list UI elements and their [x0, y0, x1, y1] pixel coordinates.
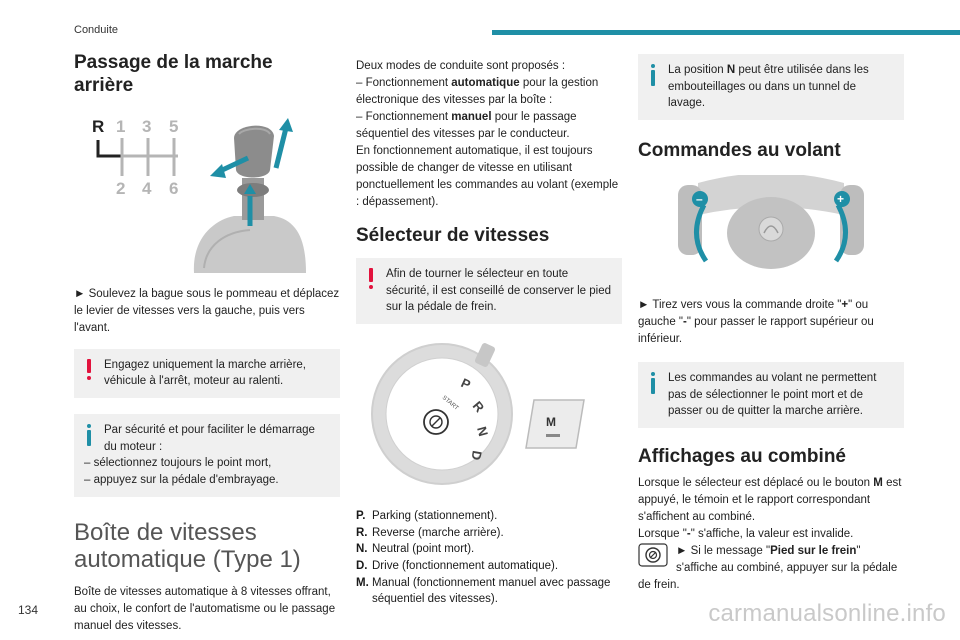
p2-pre: Lorsque " — [638, 527, 687, 540]
legend-key: P. — [356, 509, 366, 522]
display-para-3 — [638, 543, 904, 594]
gear-label-6: 6 — [169, 178, 179, 198]
legend-item — [356, 558, 622, 575]
watermark: carmanualsonline.info — [708, 600, 946, 627]
gear-label-r: R — [92, 116, 105, 136]
mode-auto-post: pour la gestion électronique des vitesses par la boîte : — [356, 77, 599, 107]
warning-note-selector — [356, 258, 622, 324]
warning-text: Engagez uniquement la marche arrière, véhicule à l'arrêt, moteur au ralenti. — [104, 358, 307, 388]
gear-label-4: 4 — [142, 178, 152, 198]
m-button-label: M — [546, 414, 556, 429]
p2-bold: - — [686, 527, 691, 540]
legend-value: Manual (fonctionnement manuel avec passage séquentiel des vitesses). — [372, 576, 611, 606]
legend-value: Neutral (point mort). — [372, 543, 475, 556]
info-note-start — [74, 414, 340, 497]
p3-post: " s'affiche au combiné, appuyer sur la pédale de frein. — [638, 544, 898, 591]
page-number: 134 — [18, 603, 39, 617]
p1-post: est appuyé, le témoin et le rapport correspondant s'affichent au combiné. — [638, 476, 902, 523]
legend-value: Drive (fonctionnement automatique). — [372, 559, 559, 572]
paddle-instruction — [638, 297, 904, 348]
gear-label-2: 2 — [116, 178, 126, 198]
modes-intro: Deux modes de conduite sont proposés : — [356, 60, 566, 72]
column-3 — [638, 54, 904, 594]
instr-mid: " ou gauche " — [638, 298, 869, 328]
dial-start-label: START — [440, 394, 460, 412]
mode-auto-bold: automatique — [451, 77, 520, 90]
mode-automatic — [356, 75, 622, 109]
info-note-paddles — [638, 362, 904, 428]
dial-letter-n: N — [474, 424, 492, 438]
p1-bold: M — [873, 476, 883, 489]
legend-item — [356, 575, 622, 608]
mode-man-bold: manuel — [451, 111, 492, 124]
column-1 — [74, 52, 340, 635]
legend-key: M. — [356, 576, 369, 589]
mode-auto-pre: – Fonctionnement — [356, 77, 452, 90]
instr-pre: ► Tirez vers vous la commande droite " — [638, 298, 842, 311]
paddle-minus-label: – — [696, 191, 703, 206]
section-title-reverse: Passage de la marche arrière — [74, 52, 273, 96]
legend-item — [356, 525, 622, 542]
display-para-1 — [638, 475, 904, 526]
info-icon — [650, 372, 656, 394]
header-accent-bar — [492, 30, 960, 35]
mode-manual — [356, 109, 622, 143]
gear-label-5: 5 — [169, 116, 179, 136]
p3-pre: ► Si le message " — [676, 544, 771, 557]
info-text: Par sécurité et pour faciliter le démarrage du moteur : — [104, 423, 315, 453]
section-title-selector: Sélecteur de vitesses — [356, 225, 550, 247]
info-text — [648, 62, 894, 112]
info-note-neutral — [638, 54, 904, 120]
steering-wheel-illustration — [638, 175, 904, 285]
p3-bold: Pied sur le frein — [770, 544, 857, 557]
info-item: – sélectionnez toujours le point mort, — [84, 457, 272, 470]
automatic-gearbox-desc: Boîte de vitesses automatique à 8 vitesses offrant, au choix, le confort de l'automatisme ou le passage manuel des vitesses. — [74, 585, 336, 632]
gear-label-1: 1 — [116, 116, 126, 136]
reverse-instruction: ► Soulevez la bague sous le pommeau et déplacez le levier de vitesses vers la gauche, puis vers l'avant. — [74, 287, 340, 334]
p1-pre: Lorsque le sélecteur est déplacé ou le bouton — [638, 476, 874, 489]
brake-pedal-warning-icon — [638, 543, 668, 567]
gear-selector-illustration — [356, 338, 622, 488]
info-icon — [86, 424, 92, 446]
gear-label-3: 3 — [142, 116, 152, 136]
info-neutral-bold: N — [726, 64, 736, 76]
info-icon — [650, 64, 656, 86]
legend-item — [356, 508, 622, 525]
instr-post: " pour passer le rapport supérieur ou inférieur. — [638, 315, 874, 345]
display-para-2 — [638, 526, 904, 543]
info-item: – appuyez sur la pédale d'embrayage. — [84, 474, 279, 486]
legend-key: R. — [356, 526, 368, 539]
info-text: Les commandes au volant ne permettent pas de sélectionner le point mort et de passer ou de quitter la marche arrière. — [668, 371, 877, 418]
legend-item — [356, 541, 622, 558]
dial-letter-p: P — [458, 375, 473, 393]
warning-icon — [86, 359, 92, 381]
dial-letter-r: R — [469, 398, 488, 416]
p2-post: " s'affiche, la valeur est invalide. — [690, 527, 854, 540]
instr-plus: + — [841, 298, 849, 311]
section-title-instrument-display: Affichages au combiné — [638, 445, 846, 467]
warning-text: Afin de tourner le sélecteur en toute sécurité, il est conseillé de conserver le pied sur la pédale de frein. — [386, 267, 612, 314]
selector-legend — [356, 508, 622, 608]
mode-man-post: pour le passage séquentiel des vitesses par le conducteur. — [356, 111, 577, 141]
legend-value: Parking (stationnement). — [372, 509, 498, 522]
section-title-automatic-gearbox: Boîte de vitesses automatique (Type 1) — [74, 518, 301, 574]
section-title-steering-controls: Commandes au volant — [638, 140, 841, 162]
dial-letter-d: D — [468, 449, 485, 462]
running-header: Conduite — [74, 24, 119, 36]
info-neutral-pre: La position — [668, 64, 727, 76]
mode-man-pre: – Fonctionnement — [356, 111, 452, 124]
warning-note-reverse — [74, 349, 340, 398]
legend-key: N. — [356, 543, 368, 556]
warning-icon — [368, 268, 374, 290]
instr-minus: - — [683, 315, 687, 328]
automatic-mode-note: En fonctionnement automatique, il est toujours possible de changer de vitesse en utilisant ponctuellement les commandes au volant (exemple : dépassement). — [356, 145, 619, 209]
info-neutral-post: peut être utilisée dans les embouteillages ou dans un tunnel de lavage. — [668, 64, 869, 110]
legend-value: Reverse (marche arrière). — [372, 526, 504, 539]
gear-shift-illustration — [74, 108, 340, 278]
paddle-plus-label: + — [837, 191, 845, 206]
column-2 — [356, 58, 622, 608]
legend-key: D. — [356, 559, 368, 572]
